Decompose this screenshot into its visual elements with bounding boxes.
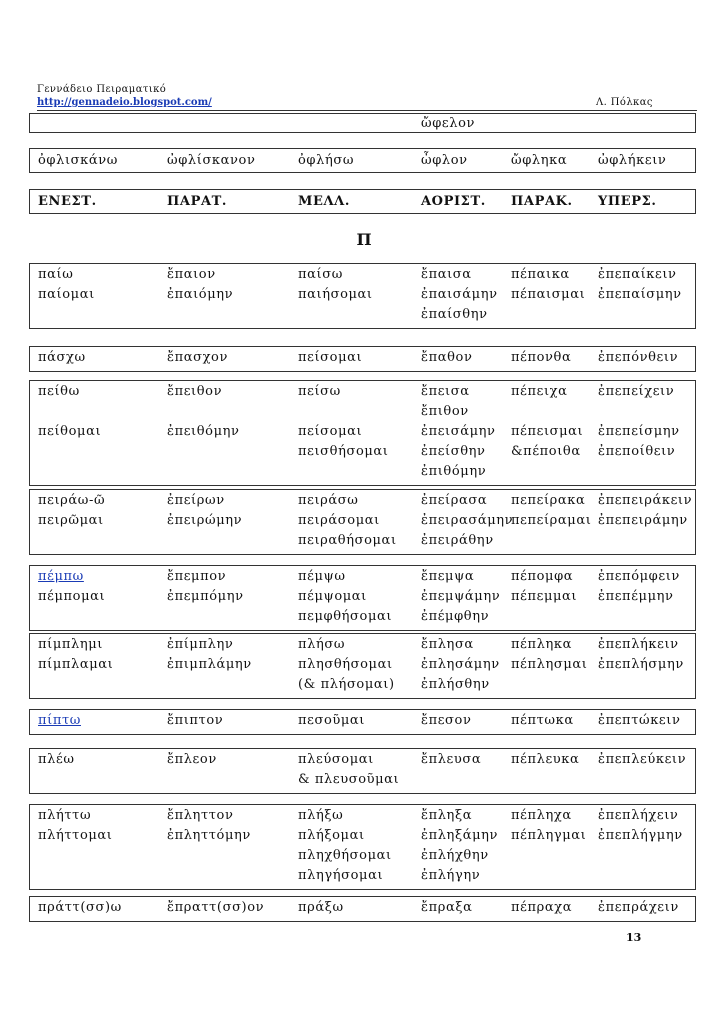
cell-perfect: πεπείρακα <box>511 493 586 508</box>
cell-future: πείσω <box>298 384 341 399</box>
cell-aorist: ἔπαθον <box>421 350 473 365</box>
cell-pluperfect: ἐπεπόμφειν <box>598 569 680 584</box>
cell-future: πλεύσομαι <box>298 752 374 767</box>
cell-imperfect: ἐπειθόμην <box>167 424 240 439</box>
cell-aorist: ἔπλευσα <box>421 752 482 767</box>
cell-pluperfect: ἐπεπέμμην <box>598 589 674 604</box>
header-future: ΜΕΛΛ. <box>298 194 350 209</box>
blog-link[interactable]: http://gennadeio.blogspot.com/ <box>37 97 212 108</box>
cell-aorist: ἔπεσον <box>421 713 472 728</box>
verb-group <box>29 633 696 699</box>
cell-pluperfect: ἐπεπειράκειν <box>598 493 693 508</box>
header-title: Γεννάδειο Πειραματικό <box>37 84 167 95</box>
cell-present: πάσχω <box>38 350 86 365</box>
verb-group <box>29 565 696 631</box>
cell-perfect: πέπλευκα <box>511 752 580 767</box>
verb-group <box>29 489 696 555</box>
cell-perfect: πέπληγμαι <box>511 828 587 843</box>
cell-imperfect: ἔπλεον <box>167 752 217 767</box>
column-headers-box <box>29 189 696 214</box>
cell-future: πεμφθήσομαι <box>298 609 393 624</box>
cell-present[interactable]: πέμπω <box>38 569 84 584</box>
cell-perfect: &πέποιθα <box>511 444 581 459</box>
cell-future: (& πλήσομαι) <box>298 677 395 692</box>
cell-imperfect: ἔπληττον <box>167 808 234 823</box>
cell-pluperfect: ἐπεπλήχειν <box>598 808 679 823</box>
cell-pluperfect: ἐπεπείχειν <box>598 384 675 399</box>
cell-perfect: πέπλησμαι <box>511 657 588 672</box>
cell-perfect: πέπομφα <box>511 569 574 584</box>
cell-future: πείσομαι <box>298 350 363 365</box>
cell-future: πεισθήσομαι <box>298 444 389 459</box>
cell-future: πλήξω <box>298 808 344 823</box>
cell-aorist: ἐπληξάμην <box>421 828 499 843</box>
cell-imperfect: ἐπίμπλην <box>167 637 234 652</box>
table-row <box>30 637 695 657</box>
cell-aorist: ἐπλησάμην <box>421 657 500 672</box>
cell-future: πράξω <box>298 900 344 915</box>
cell-future: πληχθήσομαι <box>298 848 392 863</box>
cell-imperfect: ἔπειθον <box>167 384 223 399</box>
cell-aorist: ἐπέμφθην <box>421 609 490 624</box>
cell-imperfect: ἐπείρων <box>167 493 225 508</box>
page-number: 13 <box>626 931 642 944</box>
cell-aorist: ὦφλον <box>421 153 468 168</box>
cell-present: πλήττομαι <box>38 828 113 843</box>
cell-imperfect: ἐπιμπλάμην <box>167 657 252 672</box>
cell-pluperfect: ἐπεπαίκειν <box>598 267 677 282</box>
table-row <box>30 752 695 772</box>
cell-aorist: ἔπαισα <box>421 267 472 282</box>
cell-aorist: ἔπλησα <box>421 637 474 652</box>
cell-aorist: ἐπλήχθην <box>421 848 489 863</box>
cell-aorist: ἔπληξα <box>421 808 473 823</box>
cell-present: πράττ(σσ)ω <box>38 900 122 915</box>
cell-present: πίμπλημι <box>38 637 104 652</box>
cell-future: πειράσω <box>298 493 359 508</box>
table-row <box>30 609 695 629</box>
table-row <box>30 828 695 848</box>
cell-aorist: ἐπιθόμην <box>421 464 487 479</box>
cell-pluperfect: ἐπεπλεύκειν <box>598 752 687 767</box>
cell-pluperfect: ὠφλήκειν <box>598 153 667 168</box>
table-row <box>30 900 695 920</box>
header-present: ΕΝΕΣΤ. <box>38 194 97 209</box>
cell-pluperfect: ἐπεπειράμην <box>598 513 688 528</box>
cell-aorist: ἔπεμψα <box>421 569 475 584</box>
cell-pluperfect: ἐπεποίθειν <box>598 444 676 459</box>
ofliskano-box <box>29 148 696 173</box>
cell-imperfect: ἐπειρώμην <box>167 513 243 528</box>
table-row <box>30 287 695 307</box>
verb-group <box>29 709 696 735</box>
table-row <box>30 713 695 733</box>
cell-perfect: πέπονθα <box>511 350 572 365</box>
top-box <box>29 113 696 133</box>
cell-aorist: ἐπείσθην <box>421 444 486 459</box>
cell-pluperfect: ἐπεπαίσμην <box>598 287 682 302</box>
table-row <box>30 569 695 589</box>
cell-pluperfect: ἐπεπλήκειν <box>598 637 679 652</box>
table-row <box>30 868 695 888</box>
table-row <box>30 589 695 609</box>
cell-perfect: πέπαικα <box>511 267 570 282</box>
cell-aorist: ἐπεισάμην <box>421 424 496 439</box>
cell-present: παίομαι <box>38 287 95 302</box>
cell-perfect: πέπληκα <box>511 637 572 652</box>
cell-perfect: πέπαισμαι <box>511 287 586 302</box>
table-row <box>30 267 695 287</box>
top-box-text: ὤφελον <box>421 116 476 131</box>
cell-perfect: πέπεισμαι <box>511 424 584 439</box>
table-row <box>30 404 695 424</box>
table-row <box>30 657 695 677</box>
cell-future: πειραθήσομαι <box>298 533 397 548</box>
verb-group <box>29 346 696 372</box>
cell-future: πέμψω <box>298 569 346 584</box>
cell-aorist: ἐπαισάμην <box>421 287 498 302</box>
table-row <box>30 772 695 792</box>
column-headers <box>30 194 695 214</box>
cell-imperfect: ἔπαιον <box>167 267 216 282</box>
cell-imperfect: ἔπραττ(σσ)ον <box>167 900 265 915</box>
header-rule <box>37 110 697 111</box>
table-row <box>30 424 695 444</box>
table-row <box>30 808 695 828</box>
cell-perfect: πέπειχα <box>511 384 568 399</box>
cell-aorist: ἐπείρασα <box>421 493 488 508</box>
cell-aorist: ἔπραξα <box>421 900 473 915</box>
cell-imperfect: ἔπιπτον <box>167 713 224 728</box>
cell-pluperfect: ἐπεπλήγμην <box>598 828 683 843</box>
cell-present: πείθομαι <box>38 424 102 439</box>
cell-future: πλησθήσομαι <box>298 657 393 672</box>
cell-perfect: πέπτωκα <box>511 713 574 728</box>
cell-present: παίω <box>38 267 74 282</box>
cell-present: ὀφλισκάνω <box>38 153 118 168</box>
cell-imperfect: ἔπασχον <box>167 350 228 365</box>
cell-aorist: ἐπειρασάμην <box>421 513 514 528</box>
cell-pluperfect: ἐπεπτώκειν <box>598 713 681 728</box>
cell-present: πείθω <box>38 384 80 399</box>
table-row <box>30 677 695 697</box>
verb-group <box>29 748 696 794</box>
table-row <box>30 153 695 173</box>
cell-future: πληγήσομαι <box>298 868 384 883</box>
cell-aorist: ἐπειράθην <box>421 533 494 548</box>
cell-imperfect: ἐπαιόμην <box>167 287 234 302</box>
cell-future: & πλευσοῦμαι <box>298 772 400 787</box>
cell-future: πέμψομαι <box>298 589 367 604</box>
cell-pluperfect: ἐπεπράχειν <box>598 900 679 915</box>
cell-imperfect: ἔπεμπον <box>167 569 227 584</box>
header-pluperfect: ΥΠΕΡΣ. <box>598 194 657 209</box>
cell-future: παίσω <box>298 267 343 282</box>
verb-group <box>29 896 696 922</box>
verb-group <box>29 263 696 329</box>
header-imperfect: ΠΑΡΑΤ. <box>167 194 228 209</box>
table-row <box>30 350 695 370</box>
cell-perfect: πεπείραμαι <box>511 513 592 528</box>
cell-imperfect: ἐπεμπόμην <box>167 589 244 604</box>
cell-aorist: ἔπιθον <box>421 404 469 419</box>
cell-perfect: πέπεμμαι <box>511 589 578 604</box>
table-row <box>30 384 695 404</box>
cell-present[interactable]: πίπτω <box>38 713 81 728</box>
header-perfect: ΠΑΡΑΚ. <box>511 194 573 209</box>
cell-present: πειρῶμαι <box>38 513 104 528</box>
cell-future: ὀφλήσω <box>298 153 355 168</box>
cell-present: πειράω-ῶ <box>38 493 106 508</box>
table-row <box>30 513 695 533</box>
table-row <box>30 464 695 484</box>
table-row <box>30 307 695 327</box>
cell-present: πλέω <box>38 752 75 767</box>
cell-pluperfect: ἐπεπόνθειν <box>598 350 679 365</box>
cell-present: πλήττω <box>38 808 92 823</box>
cell-aorist: ἐπαίσθην <box>421 307 488 322</box>
cell-present: πέμπομαι <box>38 589 106 604</box>
cell-future: παιήσομαι <box>298 287 373 302</box>
cell-present: πίμπλαμαι <box>38 657 114 672</box>
table-row <box>30 848 695 868</box>
cell-future: πειράσομαι <box>298 513 380 528</box>
cell-aorist: ἐπλήσθην <box>421 677 490 692</box>
table-row <box>30 493 695 513</box>
cell-future: πλήξομαι <box>298 828 365 843</box>
verb-group <box>29 380 696 486</box>
cell-perfect: ὤφληκα <box>511 153 568 168</box>
cell-aorist: ἐπεμψάμην <box>421 589 501 604</box>
cell-pluperfect: ἐπεπείσμην <box>598 424 680 439</box>
verb-group <box>29 804 696 890</box>
cell-future: πλήσω <box>298 637 346 652</box>
section-letter: Π <box>356 230 372 249</box>
cell-aorist: ἐπλήγην <box>421 868 481 883</box>
cell-perfect: πέπραχα <box>511 900 573 915</box>
cell-pluperfect: ἐπεπλήσμην <box>598 657 684 672</box>
table-row <box>30 444 695 464</box>
cell-future: πεσοῦμαι <box>298 713 366 728</box>
header-aorist: ΑΟΡΙΣΤ. <box>421 194 486 209</box>
table-row <box>30 533 695 553</box>
cell-aorist: ἔπεισα <box>421 384 470 399</box>
cell-future: πείσομαι <box>298 424 363 439</box>
header-author: Λ. Πόλκας <box>596 97 653 108</box>
cell-imperfect: ὠφλίσκανον <box>167 153 256 168</box>
cell-imperfect: ἐπληττόμην <box>167 828 251 843</box>
cell-perfect: πέπληχα <box>511 808 572 823</box>
